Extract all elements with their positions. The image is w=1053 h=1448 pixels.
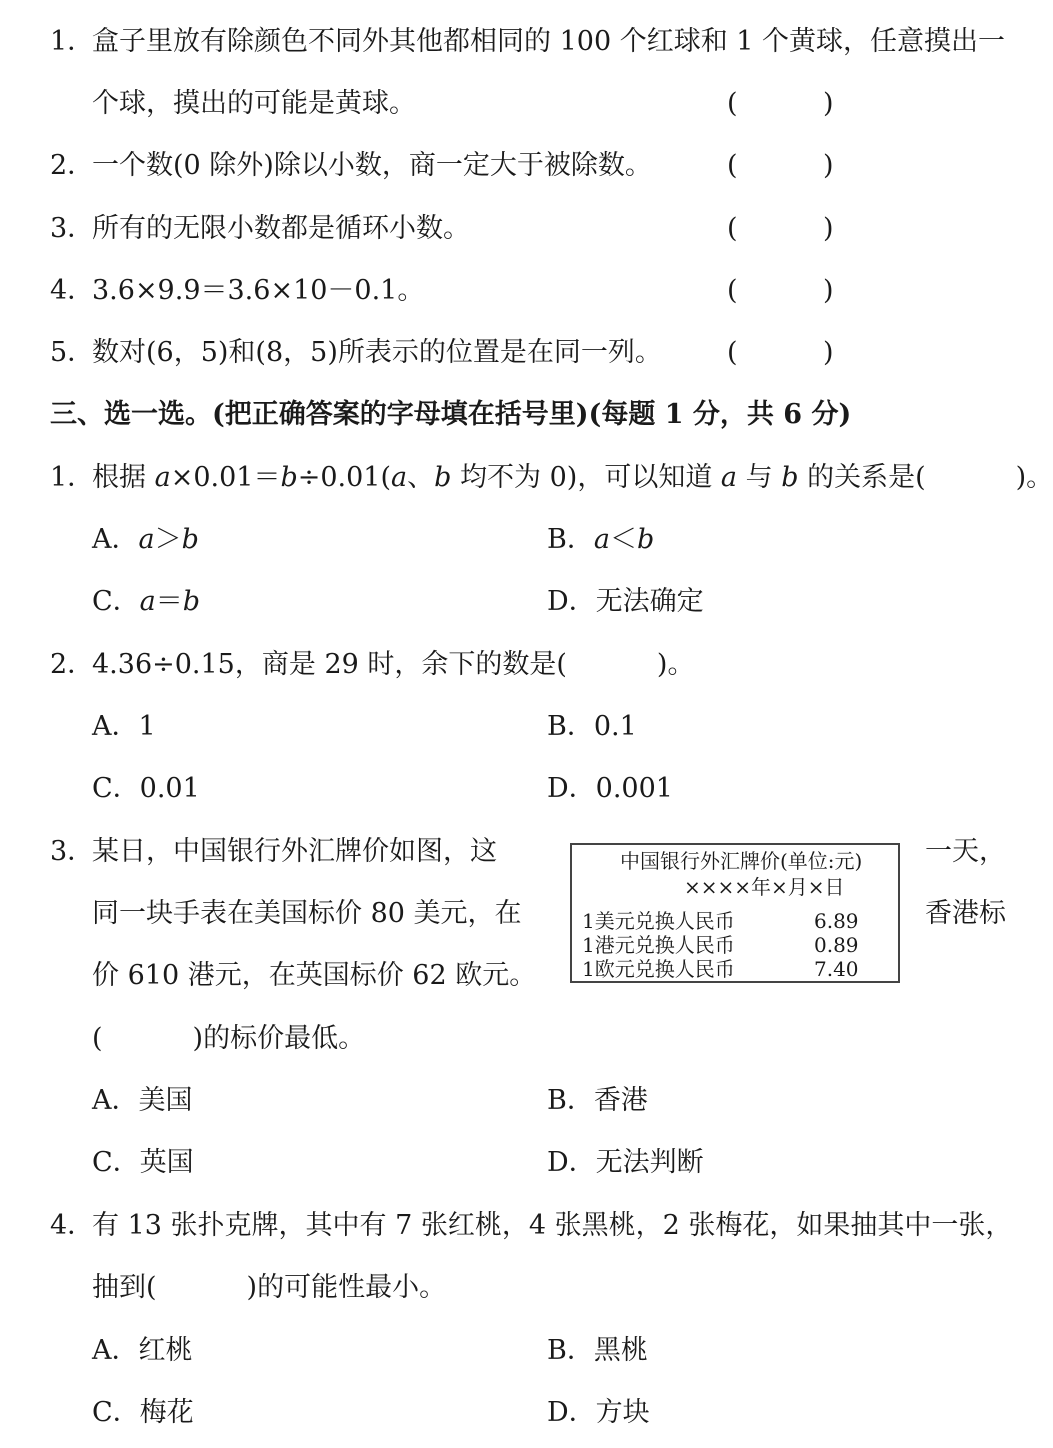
question-text: 香港标 (925, 898, 1006, 929)
question-number: 2． (50, 649, 95, 680)
judge-item-text: 一个数(0 除外)除以小数，商一定大于被除数。 (92, 150, 652, 181)
judge-item-4: 4． 3.6×9.9＝3.6×10－0.1。 ( ) (0, 271, 1044, 311)
question-text: 抽到( )的可能性最小。 (92, 1272, 447, 1303)
rate-row: 1美元兑换人民币 6.89 (582, 909, 859, 933)
option-d[interactable]: D．方块 (547, 1397, 650, 1428)
section-3-title: 三、选一选。(把正确答案的字母填在括号里)(每题 1 分，共 6 分) (50, 399, 852, 430)
exchange-rate-table (570, 843, 900, 983)
rate-row: 1欧元兑换人民币 7.40 (582, 957, 859, 981)
option-a[interactable]: A．1 (92, 711, 156, 742)
judge-item-number: 5． (50, 337, 95, 368)
option-a[interactable]: A．红桃 (92, 1335, 193, 1366)
rate-table-title: 中国银行外汇牌价(单位:元) (620, 849, 863, 873)
judge-item-text: 个球，摸出的可能是黄球。 (92, 88, 416, 119)
judge-item-number: 2． (50, 150, 95, 181)
option-c[interactable]: C．0.01 (92, 773, 200, 804)
judge-item-5: 5． 数对(6，5)和(8，5)所表示的位置是在同一列。 ( ) (0, 333, 1044, 373)
judge-item-number: 1． (50, 26, 95, 57)
judge-item-number: 3． (50, 213, 95, 244)
option-c[interactable]: C．a＝b (92, 586, 201, 617)
option-c[interactable]: C．梅花 (92, 1397, 194, 1428)
judge-item-2: 2． 一个数(0 除外)除以小数，商一定大于被除数。 ( ) (0, 146, 1044, 186)
question-text: 根据 a×0.01＝b÷0.01(a、b 均不为 0)，可以知道 a 与 b 的关系是( )。 (92, 462, 1053, 493)
option-d[interactable]: D．无法判断 (547, 1147, 704, 1178)
option-c[interactable]: C．英国 (92, 1147, 194, 1178)
judge-item-number: 4． (50, 275, 95, 306)
option-a[interactable]: A．a＞b (92, 524, 199, 555)
judge-item-text: 数对(6，5)和(8，5)所表示的位置是在同一列。 (92, 337, 662, 368)
judge-item-1-line-2: 个球，摸出的可能是黄球。 ( ) (0, 84, 1044, 124)
question-text: 4.36÷0.15，商是 29 时，余下的数是( )。 (92, 649, 695, 680)
judge-item-text: 3.6×9.9＝3.6×10－0.1。 (92, 275, 425, 306)
option-b[interactable]: B．0.1 (547, 711, 637, 742)
option-a[interactable]: A．美国 (92, 1085, 193, 1116)
judge-item-3: 3． 所有的无限小数都是循环小数。 ( ) (0, 209, 1044, 249)
judge-item-text: 盒子里放有除颜色不同外其他都相同的 100 个红球和 1 个黄球，任意摸出一 (92, 26, 1006, 57)
rate-table-date: ××××年×月×日 (684, 875, 845, 899)
option-b[interactable]: B．黑桃 (547, 1335, 648, 1366)
question-number: 4． (50, 1210, 95, 1241)
judge-item-text: 所有的无限小数都是循环小数。 (92, 213, 470, 244)
rate-row: 1港元兑换人民币 0.89 (582, 933, 859, 957)
question-text: 某日，中国银行外汇牌价如图，这 (92, 836, 497, 867)
question-text: 有 13 张扑克牌，其中有 7 张红桃，4 张黑桃，2 张梅花，如果抽其中一张， (92, 1210, 1013, 1241)
option-d[interactable]: D．0.001 (547, 773, 673, 804)
question-number: 1． (50, 462, 95, 493)
question-text: 价 610 港元，在英国标价 62 欧元。 (92, 960, 537, 991)
question-text: 一天， (925, 836, 1006, 867)
question-text: ( )的标价最低。 (92, 1023, 366, 1054)
option-b[interactable]: B．a＜b (547, 524, 655, 555)
option-d[interactable]: D．无法确定 (547, 586, 704, 617)
question-text: 同一块手表在美国标价 80 美元，在 (92, 898, 522, 929)
option-b[interactable]: B．香港 (547, 1085, 648, 1116)
question-number: 3． (50, 836, 95, 867)
